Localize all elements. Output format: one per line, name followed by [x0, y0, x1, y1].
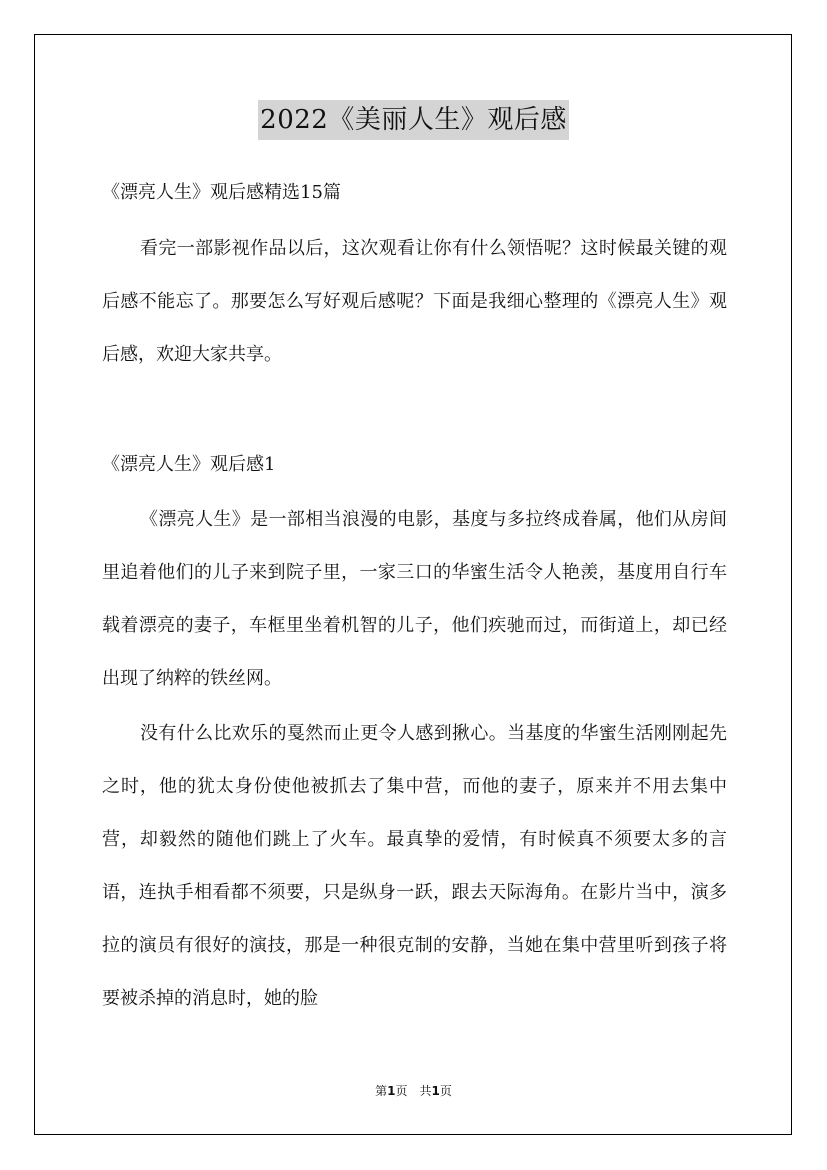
section-heading: 《漂亮人生》观后感1: [102, 454, 276, 475]
title-container: [0, 100, 827, 140]
document-subtitle: 《漂亮人生》观后感精选15篇: [102, 182, 341, 203]
body-paragraph-2: 没有什么比欢乐的戛然而止更令人感到揪心。当基度的华蜜生活刚刚起先之时，他的犹太身份使他被抓去了集中营，而他的妻子，原来并不用去集中营，却毅然的随他们跳上了火车。最真挚的爱情，有时候真不须要太多的言语，连执手相看都不须要，只是纵身一跃，跟去天际海角。在影片当中，演多拉的演员有很好的演技，那是一种很克制的安静，当她在集中营里听到孩子将要被杀掉的消息时，她的脸: [102, 723, 727, 1009]
footer-page-total: 1: [431, 1084, 440, 1098]
page-footer: [0, 1082, 827, 1099]
document-title: 2022《美丽人生》观后感: [258, 100, 569, 140]
footer-prefix: 第: [375, 1084, 388, 1098]
footer-mid: 页 共: [395, 1084, 432, 1098]
footer-suffix: 页: [439, 1084, 452, 1098]
intro-paragraph: 看完一部影视作品以后，这次观看让你有什么领悟呢？这时候最关键的观后感不能忘了。那要怎么写好观后感呢？下面是我细心整理的《漂亮人生》观后感，欢迎大家共享。: [102, 238, 727, 365]
footer-page-current: 1: [387, 1084, 396, 1098]
body-paragraph-1: 《漂亮人生》是一部相当浪漫的电影，基度与多拉终成眷属，他们从房间里追着他们的儿子来到院子里，一家三口的华蜜生活令人艳羡，基度用自行车载着漂亮的妻子，车框里坐着机智的儿子，他们疾驰而过，而街道上，却已经出现了纳粹的铁丝网。: [102, 509, 727, 689]
